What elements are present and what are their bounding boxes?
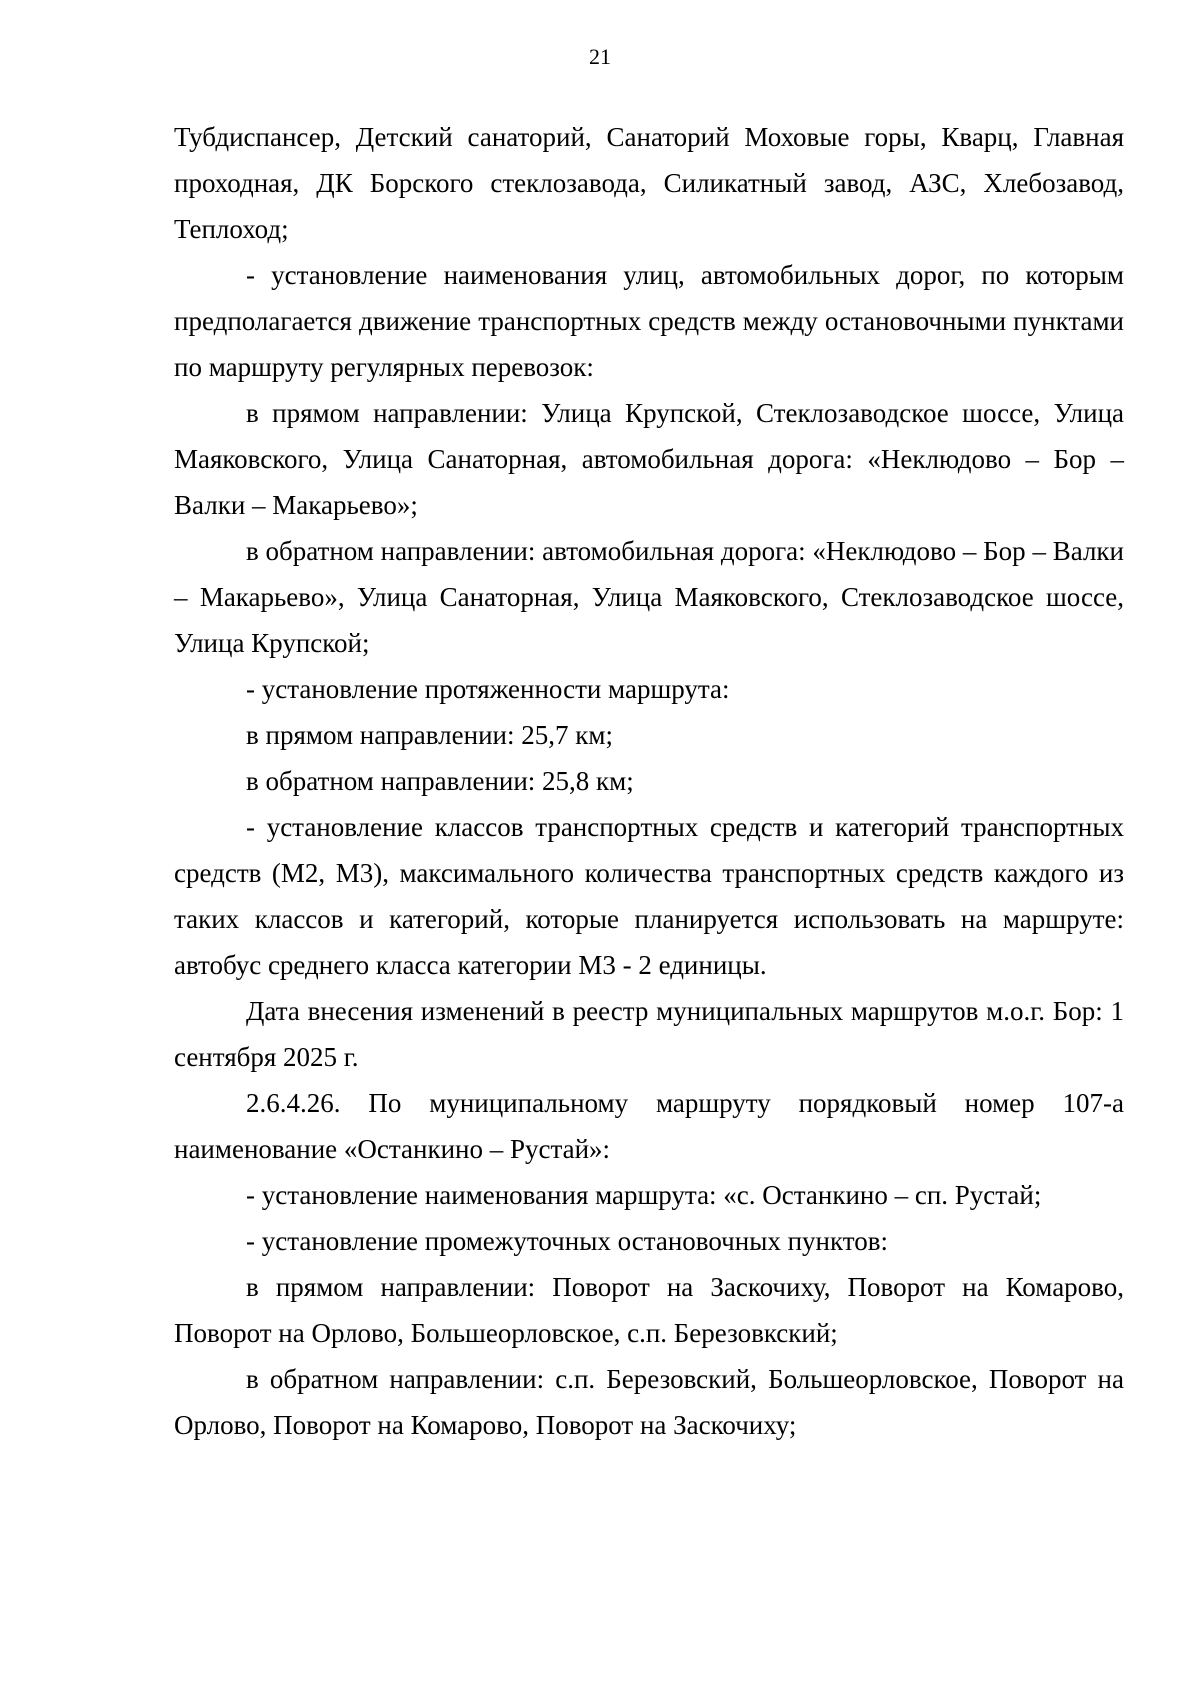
paragraph-length-forward: в прямом направлении: 25,7 км; [246,720,613,750]
paragraph-vehicle-classes: - установление классов транспортных средств и категорий транспортных средств (М2, М3), максимального количества транспортных средств каждого из таких классов и категорий, которые планируется использовать на маршруте: автобус среднего класса категории М3 - 2 единицы. [174,812,1124,980]
paragraph-route-107a: 2.6.4.26. По муниципальному маршруту порядковый номер 107-а наименование «Останкино – Рустай»: [174,1088,1124,1164]
paragraph-stop-list-continued: Тубдиспансер, Детский санаторий, Санаторий Моховые горы, Кварц, Главная проходная, ДК Борского стеклозавода, Силикатный завод, АЗС, Хлебозавод, Теплоход; [174,122,1124,244]
paragraph-stops-forward: в прямом направлении: Поворот на Заскочиху, Поворот на Комарово, Поворот на Орлово, Большеорловское, с.п. Березовкский; [174,1272,1124,1348]
paragraph-length-backward: в обратном направлении: 25,8 км; [246,766,634,796]
paragraph-streets-forward: в прямом направлении: Улица Крупской, Стеклозаводское шоссе, Улица Маяковского, Улица Санаторная, автомобильная дорога: «Неклюдово – Бор – Валки – Макарьево»; [174,398,1124,520]
paragraph-length-heading: - установление протяженности маршрута: [246,674,730,704]
paragraph-streets-heading: - установление наименования улиц, автомобильных дорог, по которым предполагается движение транспортных средств между остановочными пунктами по маршруту регулярных перевозок: [174,260,1124,382]
paragraph-registry-date: Дата внесения изменений в реестр муниципальных маршрутов м.о.г. Бор: 1 сентября 2025 г. [174,996,1124,1072]
paragraph-stops-heading: - установление промежуточных остановочных пунктов: [246,1226,888,1256]
paragraph-streets-backward: в обратном направлении: автомобильная дорога: «Неклюдово – Бор – Валки – Макарьево», Улица Санаторная, Улица Маяковского, Стеклозаводское шоссе, Улица Крупской; [174,536,1124,658]
paragraph-stops-backward: в обратном направлении: с.п. Березовский, Большеорловское, Поворот на Орлово, Поворот на Комарово, Поворот на Заскочиху; [174,1364,1124,1440]
document-body [174,114,1124,1448]
page-number: 21 [589,44,611,69]
paragraph-route-name: - установление наименования маршрута: «с. Останкино – сп. Рустай; [246,1180,1042,1210]
